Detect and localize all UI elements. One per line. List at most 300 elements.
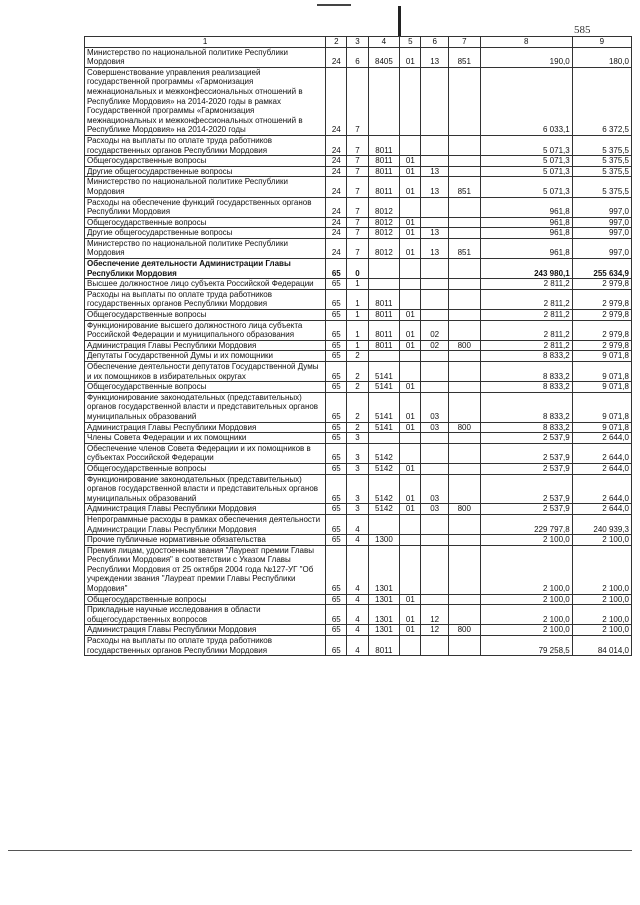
cell-col7 xyxy=(448,594,480,605)
cell-col2: 65 xyxy=(326,504,347,515)
cell-amount-2: 9 071,8 xyxy=(572,362,631,382)
table-row xyxy=(85,156,632,167)
cell-col5: 01 xyxy=(400,392,421,422)
cell-amount-1: 243 980,1 xyxy=(480,259,572,279)
table-row xyxy=(85,135,632,155)
cell-col6: 03 xyxy=(421,474,449,504)
cell-amount-1: 2 537,9 xyxy=(480,433,572,444)
cell-col2: 65 xyxy=(326,362,347,382)
cell-col5: 01 xyxy=(400,594,421,605)
cell-amount-2: 997,0 xyxy=(572,217,631,228)
cell-col7: 800 xyxy=(448,422,480,433)
cell-col3: 4 xyxy=(347,605,368,625)
cell-col3: 3 xyxy=(347,504,368,515)
cell-amount-1: 961,8 xyxy=(480,197,572,217)
cell-col4: 8011 xyxy=(368,636,400,656)
cell-amount-1: 961,8 xyxy=(480,228,572,239)
cell-amount-2: 2 100,0 xyxy=(572,605,631,625)
table-row xyxy=(85,320,632,340)
cell-col5 xyxy=(400,545,421,594)
cell-col7 xyxy=(448,535,480,546)
table-row xyxy=(85,636,632,656)
cell-col6 xyxy=(421,67,449,135)
cell-amount-1: 8 833,2 xyxy=(480,362,572,382)
cell-col6 xyxy=(421,362,449,382)
cell-col6: 03 xyxy=(421,392,449,422)
cell-col3: 3 xyxy=(347,474,368,504)
header-cell: 1 xyxy=(85,37,326,48)
cell-amount-2: 2 979,8 xyxy=(572,310,631,321)
cell-col7 xyxy=(448,636,480,656)
cell-amount-2: 2 979,8 xyxy=(572,289,631,309)
table-row xyxy=(85,228,632,239)
cell-col3: 3 xyxy=(347,443,368,463)
cell-col4: 8012 xyxy=(368,197,400,217)
table-row xyxy=(85,382,632,393)
cell-col4: 5142 xyxy=(368,443,400,463)
cell-col7 xyxy=(448,351,480,362)
cell-col4: 8011 xyxy=(368,177,400,197)
cell-col6 xyxy=(421,535,449,546)
cell-col2: 24 xyxy=(326,67,347,135)
cell-col5 xyxy=(400,135,421,155)
cell-amount-1: 2 100,0 xyxy=(480,625,572,636)
cell-col7 xyxy=(448,166,480,177)
cell-col2: 24 xyxy=(326,217,347,228)
cell-col6 xyxy=(421,289,449,309)
cell-col5 xyxy=(400,259,421,279)
table-row xyxy=(85,443,632,463)
cell-col4 xyxy=(368,279,400,290)
cell-amount-2: 84 014,0 xyxy=(572,636,631,656)
cell-name: Расходы на обеспечение функций государственных органов Республики Мордовия xyxy=(85,197,326,217)
cell-col4 xyxy=(368,433,400,444)
cell-col2: 65 xyxy=(326,535,347,546)
cell-col2: 65 xyxy=(326,310,347,321)
cell-name: Общегосударственные вопросы xyxy=(85,217,326,228)
cell-amount-2: 6 372,5 xyxy=(572,67,631,135)
table-row xyxy=(85,504,632,515)
cell-amount-1: 8 833,2 xyxy=(480,392,572,422)
table-row xyxy=(85,433,632,444)
cell-col4: 1301 xyxy=(368,545,400,594)
cell-col4: 1301 xyxy=(368,605,400,625)
table-row xyxy=(85,474,632,504)
cell-amount-1: 5 071,3 xyxy=(480,135,572,155)
cell-col2: 24 xyxy=(326,156,347,167)
cell-amount-2: 2 100,0 xyxy=(572,625,631,636)
cell-name: Премия лицам, удостоенным звания "Лауреат премии Главы Республики Мордовия" в соответствии с Указом Главы Республики Мордовия от 25 октября 2004 года №127-УГ "Об учреждении звания "Лауреат премии Главы Республики Мордовия" xyxy=(85,545,326,594)
cell-amount-2: 2 979,8 xyxy=(572,279,631,290)
table-row xyxy=(85,47,632,67)
cell-col6 xyxy=(421,433,449,444)
cell-name: Администрация Главы Республики Мордовия xyxy=(85,422,326,433)
cell-col7: 851 xyxy=(448,47,480,67)
cell-col7 xyxy=(448,259,480,279)
cell-name: Функционирование законодательных (представительных) органов государственной власти и представительных органов муниципальных образований xyxy=(85,474,326,504)
cell-amount-2: 2 979,8 xyxy=(572,320,631,340)
cell-name: Прочие публичные нормативные обязательства xyxy=(85,535,326,546)
table-row xyxy=(85,279,632,290)
cell-col5: 01 xyxy=(400,422,421,433)
cell-name: Функционирование законодательных (представительных) органов государственной власти и представительных органов муниципальных образований xyxy=(85,392,326,422)
cell-col7: 851 xyxy=(448,238,480,258)
cell-col2: 65 xyxy=(326,625,347,636)
cell-col2: 65 xyxy=(326,545,347,594)
cell-col5: 01 xyxy=(400,310,421,321)
cell-col5: 01 xyxy=(400,217,421,228)
cell-col7 xyxy=(448,545,480,594)
cell-col3: 4 xyxy=(347,594,368,605)
table-row xyxy=(85,605,632,625)
cell-col4 xyxy=(368,351,400,362)
cell-amount-1: 2 100,0 xyxy=(480,594,572,605)
cell-col3: 7 xyxy=(347,217,368,228)
cell-name: Члены Совета Федерации и их помощники xyxy=(85,433,326,444)
header-cell: 9 xyxy=(572,37,631,48)
table-row xyxy=(85,625,632,636)
cell-col6 xyxy=(421,382,449,393)
cell-col7: 800 xyxy=(448,625,480,636)
cell-name: Обеспечение деятельности депутатов Государственной Думы и их помощников в избирательных округах xyxy=(85,362,326,382)
cell-col5: 01 xyxy=(400,47,421,67)
cell-col6 xyxy=(421,594,449,605)
cell-col2: 24 xyxy=(326,228,347,239)
cell-amount-2: 2 644,0 xyxy=(572,443,631,463)
cell-col5: 01 xyxy=(400,177,421,197)
cell-col2: 24 xyxy=(326,135,347,155)
cell-amount-1: 2 811,2 xyxy=(480,289,572,309)
cell-name: Администрация Главы Республики Мордовия xyxy=(85,340,326,351)
cell-name: Общегосударственные вопросы xyxy=(85,382,326,393)
cell-col6 xyxy=(421,636,449,656)
cell-name: Обеспечение деятельности Администрации Главы Республики Мордовия xyxy=(85,259,326,279)
cell-col6: 02 xyxy=(421,320,449,340)
cell-amount-2: 240 939,3 xyxy=(572,514,631,534)
table-row xyxy=(85,594,632,605)
cell-col2: 24 xyxy=(326,166,347,177)
cell-amount-2: 9 071,8 xyxy=(572,382,631,393)
cell-name: Общегосударственные вопросы xyxy=(85,310,326,321)
cell-amount-1: 961,8 xyxy=(480,238,572,258)
cell-col3: 2 xyxy=(347,351,368,362)
cell-col4: 8011 xyxy=(368,310,400,321)
table-header-row xyxy=(85,37,632,48)
table-row xyxy=(85,535,632,546)
cell-name: Расходы на выплаты по оплате труда работников государственных органов Республики Мордовия xyxy=(85,135,326,155)
cell-amount-1: 2 811,2 xyxy=(480,320,572,340)
cell-col6: 13 xyxy=(421,166,449,177)
cell-amount-2: 180,0 xyxy=(572,47,631,67)
cell-name: Расходы на выплаты по оплате труда работников государственных органов Республики Мордовия xyxy=(85,636,326,656)
cell-col2: 65 xyxy=(326,289,347,309)
scan-artifact-bottom-line xyxy=(8,850,632,851)
cell-col3: 7 xyxy=(347,67,368,135)
cell-name: Администрация Главы Республики Мордовия xyxy=(85,625,326,636)
cell-amount-2: 2 979,8 xyxy=(572,340,631,351)
cell-amount-1: 2 100,0 xyxy=(480,545,572,594)
cell-col3: 7 xyxy=(347,156,368,167)
cell-col5: 01 xyxy=(400,238,421,258)
cell-amount-2: 9 071,8 xyxy=(572,422,631,433)
cell-col6 xyxy=(421,351,449,362)
header-cell: 6 xyxy=(421,37,449,48)
cell-col6: 03 xyxy=(421,422,449,433)
cell-name: Непрограммные расходы в рамках обеспечения деятельности Администрации Главы Республики Мордовия xyxy=(85,514,326,534)
cell-col4: 5141 xyxy=(368,392,400,422)
cell-col6 xyxy=(421,443,449,463)
table-row xyxy=(85,67,632,135)
cell-col5 xyxy=(400,197,421,217)
cell-col7: 800 xyxy=(448,340,480,351)
cell-col2: 65 xyxy=(326,433,347,444)
cell-col3: 3 xyxy=(347,433,368,444)
cell-col4: 5141 xyxy=(368,422,400,433)
cell-col3: 7 xyxy=(347,197,368,217)
cell-col6 xyxy=(421,135,449,155)
cell-col4: 1301 xyxy=(368,625,400,636)
cell-col2: 65 xyxy=(326,594,347,605)
cell-col4: 5142 xyxy=(368,474,400,504)
cell-name: Высшее должностное лицо субъекта Российской Федерации xyxy=(85,279,326,290)
table-row xyxy=(85,463,632,474)
cell-amount-2: 2 644,0 xyxy=(572,463,631,474)
cell-col5: 01 xyxy=(400,320,421,340)
cell-name: Министерство по национальной политике Республики Мордовия xyxy=(85,177,326,197)
cell-col4: 8405 xyxy=(368,47,400,67)
cell-col3: 4 xyxy=(347,514,368,534)
header-cell: 5 xyxy=(400,37,421,48)
cell-col4: 8011 xyxy=(368,156,400,167)
cell-col2: 65 xyxy=(326,422,347,433)
cell-col7 xyxy=(448,433,480,444)
cell-amount-2: 2 100,0 xyxy=(572,545,631,594)
cell-amount-2: 2 100,0 xyxy=(572,535,631,546)
cell-amount-1: 8 833,2 xyxy=(480,351,572,362)
cell-col4: 1301 xyxy=(368,594,400,605)
cell-col7 xyxy=(448,197,480,217)
cell-col4 xyxy=(368,67,400,135)
cell-col6 xyxy=(421,259,449,279)
cell-col3: 3 xyxy=(347,463,368,474)
cell-col3: 2 xyxy=(347,382,368,393)
cell-col5 xyxy=(400,433,421,444)
cell-col6 xyxy=(421,514,449,534)
table-row xyxy=(85,259,632,279)
cell-col2: 65 xyxy=(326,443,347,463)
cell-col4: 5141 xyxy=(368,382,400,393)
page-number: 585 xyxy=(574,24,591,36)
cell-amount-2: 997,0 xyxy=(572,228,631,239)
cell-col6: 13 xyxy=(421,47,449,67)
cell-col4: 8012 xyxy=(368,238,400,258)
cell-amount-2: 2 644,0 xyxy=(572,474,631,504)
header-cell: 4 xyxy=(368,37,400,48)
cell-amount-1: 8 833,2 xyxy=(480,422,572,433)
cell-col3: 1 xyxy=(347,340,368,351)
cell-name: Министерство по национальной политике Республики Мордовия xyxy=(85,47,326,67)
cell-col5: 01 xyxy=(400,156,421,167)
cell-col4: 5141 xyxy=(368,362,400,382)
cell-col4: 8011 xyxy=(368,166,400,177)
cell-col3: 7 xyxy=(347,177,368,197)
cell-col2: 24 xyxy=(326,177,347,197)
header-cell: 3 xyxy=(347,37,368,48)
cell-amount-2: 2 644,0 xyxy=(572,504,631,515)
table-row xyxy=(85,166,632,177)
cell-amount-1: 2 100,0 xyxy=(480,535,572,546)
cell-name: Другие общегосударственные вопросы xyxy=(85,166,326,177)
cell-name: Общегосударственные вопросы xyxy=(85,594,326,605)
cell-amount-1: 2 811,2 xyxy=(480,310,572,321)
table-row xyxy=(85,310,632,321)
cell-col4: 8012 xyxy=(368,217,400,228)
cell-amount-2: 2 100,0 xyxy=(572,594,631,605)
header-cell: 7 xyxy=(448,37,480,48)
cell-col2: 24 xyxy=(326,47,347,67)
table-row xyxy=(85,392,632,422)
table-row xyxy=(85,217,632,228)
cell-amount-2: 9 071,8 xyxy=(572,351,631,362)
cell-col6 xyxy=(421,156,449,167)
cell-col5 xyxy=(400,351,421,362)
cell-col2: 65 xyxy=(326,351,347,362)
cell-col5: 01 xyxy=(400,166,421,177)
cell-col2: 65 xyxy=(326,463,347,474)
cell-amount-1: 2 537,9 xyxy=(480,474,572,504)
cell-col7: 851 xyxy=(448,177,480,197)
cell-col5 xyxy=(400,362,421,382)
cell-amount-2: 997,0 xyxy=(572,238,631,258)
cell-col6 xyxy=(421,310,449,321)
cell-col3: 7 xyxy=(347,238,368,258)
cell-col4 xyxy=(368,514,400,534)
cell-col4: 8011 xyxy=(368,340,400,351)
cell-col5: 01 xyxy=(400,382,421,393)
cell-name: Депутаты Государственной Думы и их помощники xyxy=(85,351,326,362)
cell-name: Совершенствование управления реализацией государственной программы «Гармонизация межнациональных и межконфессиональных отношений в Республике Мордовия» на 2014-2020 годы в рамках Государственной программы «Гармонизация межнациональных и межконфессиональных отношений в Республике Мордовия» на 2014-2020 годы xyxy=(85,67,326,135)
cell-col2: 65 xyxy=(326,474,347,504)
cell-col5 xyxy=(400,443,421,463)
cell-amount-2: 5 375,5 xyxy=(572,177,631,197)
cell-col2: 65 xyxy=(326,382,347,393)
cell-col7 xyxy=(448,310,480,321)
cell-col4: 5142 xyxy=(368,504,400,515)
cell-col5 xyxy=(400,279,421,290)
cell-col6: 12 xyxy=(421,625,449,636)
cell-col5 xyxy=(400,636,421,656)
cell-col5: 01 xyxy=(400,340,421,351)
cell-col6: 03 xyxy=(421,504,449,515)
cell-col3: 6 xyxy=(347,47,368,67)
cell-col6 xyxy=(421,197,449,217)
table-row xyxy=(85,545,632,594)
cell-amount-1: 5 071,3 xyxy=(480,166,572,177)
table-row xyxy=(85,289,632,309)
cell-name: Другие общегосударственные вопросы xyxy=(85,228,326,239)
cell-col7 xyxy=(448,605,480,625)
cell-col7 xyxy=(448,279,480,290)
cell-name: Общегосударственные вопросы xyxy=(85,156,326,167)
cell-col3: 4 xyxy=(347,636,368,656)
cell-col7 xyxy=(448,135,480,155)
cell-amount-1: 2 537,9 xyxy=(480,504,572,515)
cell-col3: 7 xyxy=(347,135,368,155)
cell-col2: 65 xyxy=(326,605,347,625)
cell-col3: 0 xyxy=(347,259,368,279)
cell-amount-2: 255 634,9 xyxy=(572,259,631,279)
cell-col5 xyxy=(400,535,421,546)
cell-col3: 2 xyxy=(347,422,368,433)
cell-amount-2: 5 375,5 xyxy=(572,166,631,177)
cell-col6 xyxy=(421,279,449,290)
cell-col7 xyxy=(448,514,480,534)
cell-col2: 65 xyxy=(326,340,347,351)
cell-amount-2: 5 375,5 xyxy=(572,156,631,167)
cell-amount-1: 961,8 xyxy=(480,217,572,228)
cell-name: Обеспечение членов Совета Федерации и их помощников в субъектах Российской Федерации xyxy=(85,443,326,463)
cell-amount-1: 2 537,9 xyxy=(480,443,572,463)
header-cell: 2 xyxy=(326,37,347,48)
cell-col4: 8011 xyxy=(368,289,400,309)
cell-col3: 7 xyxy=(347,228,368,239)
cell-col6 xyxy=(421,217,449,228)
cell-col7 xyxy=(448,67,480,135)
cell-amount-2: 997,0 xyxy=(572,197,631,217)
cell-name: Администрация Главы Республики Мордовия xyxy=(85,504,326,515)
scan-artifact-vertical xyxy=(398,6,401,36)
cell-amount-1: 2 811,2 xyxy=(480,279,572,290)
cell-col3: 2 xyxy=(347,362,368,382)
cell-col3: 1 xyxy=(347,320,368,340)
cell-col3: 2 xyxy=(347,392,368,422)
cell-amount-1: 229 797,8 xyxy=(480,514,572,534)
cell-col5: 01 xyxy=(400,463,421,474)
cell-col2: 24 xyxy=(326,197,347,217)
cell-col4: 8011 xyxy=(368,320,400,340)
cell-col2: 65 xyxy=(326,259,347,279)
cell-col3: 1 xyxy=(347,310,368,321)
cell-col2: 65 xyxy=(326,514,347,534)
cell-name: Функционирование высшего должностного лица субъекта Российской Федерации и муниципального образования xyxy=(85,320,326,340)
cell-col4: 8012 xyxy=(368,228,400,239)
cell-amount-1: 6 033,1 xyxy=(480,67,572,135)
cell-name: Прикладные научные исследования в области общегосударственных вопросов xyxy=(85,605,326,625)
cell-col6: 13 xyxy=(421,238,449,258)
cell-col4: 8011 xyxy=(368,135,400,155)
cell-col6 xyxy=(421,463,449,474)
cell-col4 xyxy=(368,259,400,279)
cell-col3: 4 xyxy=(347,625,368,636)
cell-name: Расходы на выплаты по оплате труда работников государственных органов Республики Мордовия xyxy=(85,289,326,309)
scan-artifact-top xyxy=(317,4,351,6)
cell-amount-2: 5 375,5 xyxy=(572,135,631,155)
cell-col3: 1 xyxy=(347,289,368,309)
cell-col4: 1300 xyxy=(368,535,400,546)
cell-amount-1: 79 258,5 xyxy=(480,636,572,656)
cell-col2: 24 xyxy=(326,238,347,258)
cell-col5 xyxy=(400,67,421,135)
cell-amount-1: 2 100,0 xyxy=(480,605,572,625)
cell-col3: 7 xyxy=(347,166,368,177)
cell-col5 xyxy=(400,289,421,309)
cell-col5: 01 xyxy=(400,625,421,636)
cell-col7 xyxy=(448,392,480,422)
table-row xyxy=(85,422,632,433)
cell-col6: 13 xyxy=(421,228,449,239)
cell-col5 xyxy=(400,514,421,534)
table-row xyxy=(85,351,632,362)
